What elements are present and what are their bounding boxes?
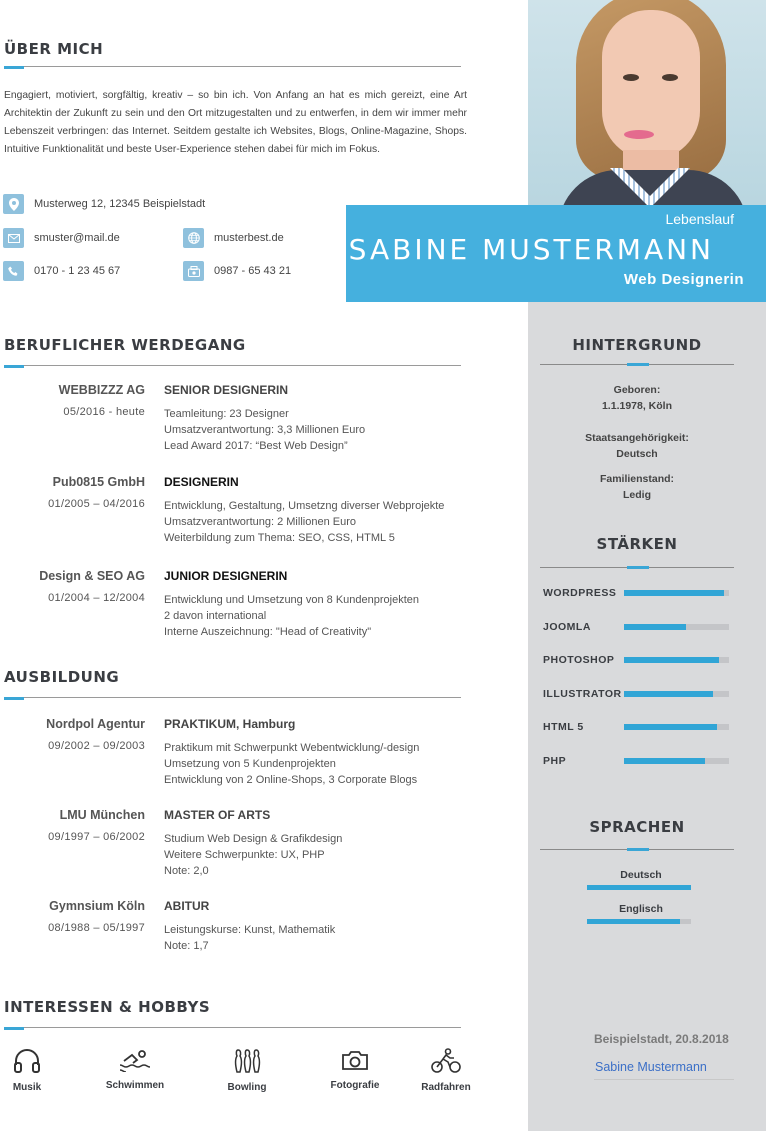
camera-icon <box>341 1048 369 1072</box>
globe-icon <box>183 228 204 248</box>
cyclist-icon <box>431 1048 461 1074</box>
document-label: Lebenslauf <box>665 211 734 227</box>
education-detail: Umsetzung von 5 Kundenprojekten <box>164 758 336 770</box>
career-detail: 2 davon international <box>164 610 267 622</box>
education-org: LMU München <box>59 808 145 822</box>
education-date: 09/1997 – 06/2002 <box>48 831 145 843</box>
about-title: ÜBER MICH <box>4 40 104 58</box>
nationality-value: Deutsch <box>616 448 658 460</box>
skill-bar-track <box>624 691 729 697</box>
person-name: SABINE MUSTERMANN <box>348 233 714 266</box>
skill-bar-fill <box>624 691 713 697</box>
skill-label: ILLUSTRATOR <box>543 688 622 700</box>
education-entry-3-right <box>164 899 484 954</box>
education-divider <box>4 697 461 698</box>
hobbies-divider <box>4 1027 461 1028</box>
career-entry-2-right <box>164 475 484 546</box>
place-date: Beispielstadt, 20.8.2018 <box>594 1032 729 1046</box>
languages-accent <box>627 848 649 851</box>
career-entry-3-left <box>0 569 145 604</box>
hobby-label: Schwimmen <box>105 1080 165 1091</box>
contact-email <box>3 228 120 248</box>
background-accent <box>627 363 649 366</box>
language-bar-fill <box>587 885 691 890</box>
hobby-photography <box>320 1048 390 1091</box>
envelope-icon <box>3 228 24 248</box>
about-divider <box>4 66 461 67</box>
contact-fax <box>183 261 291 281</box>
career-title: BERUFLICHER WERDEGANG <box>4 336 246 354</box>
career-accent <box>4 365 24 368</box>
education-detail: Entwicklung von 2 Online-Shops, 3 Corporate Blogs <box>164 774 418 786</box>
career-detail: Lead Award 2017: “Best Web Design” <box>164 440 348 452</box>
nationality-label: Staatsangehörigkeit: <box>585 432 689 444</box>
career-date: 01/2005 – 04/2016 <box>48 498 145 510</box>
profile-photo <box>528 0 766 206</box>
language-label: Englisch <box>619 903 663 915</box>
career-detail: Weiterbildung zum Thema: SEO, CSS, HTML 5 <box>164 532 395 544</box>
headphones-icon <box>13 1048 41 1074</box>
skill-label: HTML 5 <box>543 721 584 733</box>
career-entry-2-left <box>0 475 145 510</box>
marital-label: Familienstand: <box>599 473 675 485</box>
language-bar-fill <box>587 919 680 924</box>
about-text: Engagiert, motiviert, sorgfältig, kreativ – so bin ich. Von Anfang an hat es mich gereizt, eine Art Architektin der Zukunft zu sein und den Ort mitzugestalten und zu entwerfen, in dem wir immer mehr Lebenszeit verbringen: das Internet. Seitdem gestalte ich Websites, Blogs, Online-Magazine, Shops. Intuitive Funktionalität und beste User-Experience stehen dabei für mich im Fokus. <box>4 90 467 155</box>
skill-label: PHOTOSHOP <box>543 654 615 666</box>
bowling-pins-icon <box>233 1048 261 1074</box>
hobby-swimming <box>100 1048 170 1091</box>
contact-address <box>3 194 205 214</box>
education-entry-2-right <box>164 808 484 879</box>
marital-info <box>540 471 734 503</box>
education-entry-1-right <box>164 717 484 788</box>
career-entry-3-right <box>164 569 484 640</box>
education-org: Nordpol Agentur <box>46 717 145 731</box>
career-entry-1-right <box>164 383 484 454</box>
background-title: HINTERGRUND <box>572 336 702 354</box>
career-date: 05/2016 - heute <box>63 406 145 418</box>
strengths-title: STÄRKEN <box>596 535 678 553</box>
career-entry-1-left <box>0 383 145 418</box>
career-org: WEBBIZZZ AG <box>58 383 145 397</box>
education-role: MASTER OF ARTS <box>164 808 271 822</box>
career-divider <box>4 365 461 366</box>
fax-text: 0987 - 65 43 21 <box>214 265 292 277</box>
location-pin-icon <box>3 194 24 214</box>
skill-label: JOOMLA <box>543 621 591 633</box>
language-bar-track <box>587 919 691 924</box>
skill-label: WORDPRESS <box>543 587 617 599</box>
skill-bar-fill <box>624 624 686 630</box>
signature: Sabine Mustermann <box>595 1060 707 1074</box>
education-detail: Note: 2,0 <box>164 865 209 877</box>
hobbies-accent <box>4 1027 24 1030</box>
languages-title: SPRACHEN <box>589 818 685 836</box>
birth-info <box>540 382 734 414</box>
strengths-accent <box>627 566 649 569</box>
website-text[interactable]: musterbest.de <box>214 232 284 244</box>
hobby-music <box>0 1048 62 1093</box>
education-detail: Weitere Schwerpunkte: UX, PHP <box>164 849 325 861</box>
about-accent <box>4 66 24 69</box>
career-org: Design & SEO AG <box>39 569 145 583</box>
language-label: Deutsch <box>620 869 662 881</box>
phone-icon <box>3 261 24 281</box>
career-detail: Entwicklung, Gestaltung, Umsetzng diverser Webprojekte <box>164 500 445 512</box>
career-detail: Teamleitung: 23 Designer <box>164 408 289 420</box>
education-title: AUSBILDUNG <box>4 668 120 686</box>
education-role: PRAKTIKUM, Hamburg <box>164 717 296 731</box>
skill-label: PHP <box>543 755 567 767</box>
education-detail: Studium Web Design & Grafikdesign <box>164 833 343 845</box>
education-role: ABITUR <box>164 899 210 913</box>
skill-bar-fill <box>624 758 705 764</box>
skill-bar-fill <box>624 724 717 730</box>
birth-value: 1.1.1978, Köln <box>601 400 673 412</box>
skill-bar-track <box>624 758 729 764</box>
contact-phone <box>3 261 120 281</box>
hobby-cycling <box>411 1048 481 1093</box>
hobby-label: Musik <box>12 1082 42 1093</box>
education-detail: Leistungskurse: Kunst, Mathematik <box>164 924 336 936</box>
hobbies-title: INTERESSEN & HOBBYS <box>4 998 211 1016</box>
education-org: Gymnsium Köln <box>49 899 145 913</box>
marital-value: Ledig <box>623 489 651 501</box>
hobby-bowling <box>212 1048 282 1093</box>
career-role: DESIGNERIN <box>164 475 239 489</box>
career-detail: Umsatzverantwortung: 3,3 Millionen Euro <box>164 424 366 436</box>
signature-line <box>594 1079 734 1080</box>
swimmer-icon <box>118 1048 152 1072</box>
skill-bar-fill <box>624 590 724 596</box>
education-detail: Note: 1,7 <box>164 940 209 952</box>
nationality-info <box>540 430 734 462</box>
skill-bar-track <box>624 657 729 663</box>
email-text[interactable]: smuster@mail.de <box>34 232 120 244</box>
education-entry-3-left <box>0 899 145 934</box>
education-detail: Praktikum mit Schwerpunkt Webentwicklung/-design <box>164 742 420 754</box>
career-detail: Interne Auszeichnung: "Head of Creativity" <box>164 626 372 638</box>
education-date: 08/1988 – 05/1997 <box>48 922 145 934</box>
hobby-label: Radfahren <box>421 1082 471 1093</box>
education-accent <box>4 697 24 700</box>
career-date: 01/2004 – 12/2004 <box>48 592 145 604</box>
hobby-label: Fotografie <box>330 1080 380 1091</box>
education-date: 09/2002 – 09/2003 <box>48 740 145 752</box>
phone-text: 0170 - 1 23 45 67 <box>34 265 121 277</box>
education-entry-2-left <box>0 808 145 843</box>
address-text: Musterweg 12, 12345 Beispielstadt <box>34 198 206 210</box>
career-role: SENIOR DESIGNERIN <box>164 383 289 397</box>
career-detail: Entwicklung und Umsetzung von 8 Kundenprojekten <box>164 594 419 606</box>
fax-icon <box>183 261 204 281</box>
career-org: Pub0815 GmbH <box>52 475 145 489</box>
career-role: JUNIOR DESIGNERIN <box>164 569 288 583</box>
name-banner <box>346 205 766 302</box>
language-bar-track <box>587 885 691 890</box>
job-title: Web Designerin <box>623 271 744 288</box>
skill-bar-track <box>624 624 729 630</box>
skill-bar-fill <box>624 657 719 663</box>
skill-bar-track <box>624 724 729 730</box>
education-entry-1-left <box>0 717 145 752</box>
hobby-label: Bowling <box>227 1082 267 1093</box>
skill-bar-track <box>624 590 729 596</box>
career-detail: Umsatzverantwortung: 2 Millionen Euro <box>164 516 356 528</box>
birth-label: Geboren: <box>613 384 661 396</box>
contact-website <box>183 228 284 248</box>
